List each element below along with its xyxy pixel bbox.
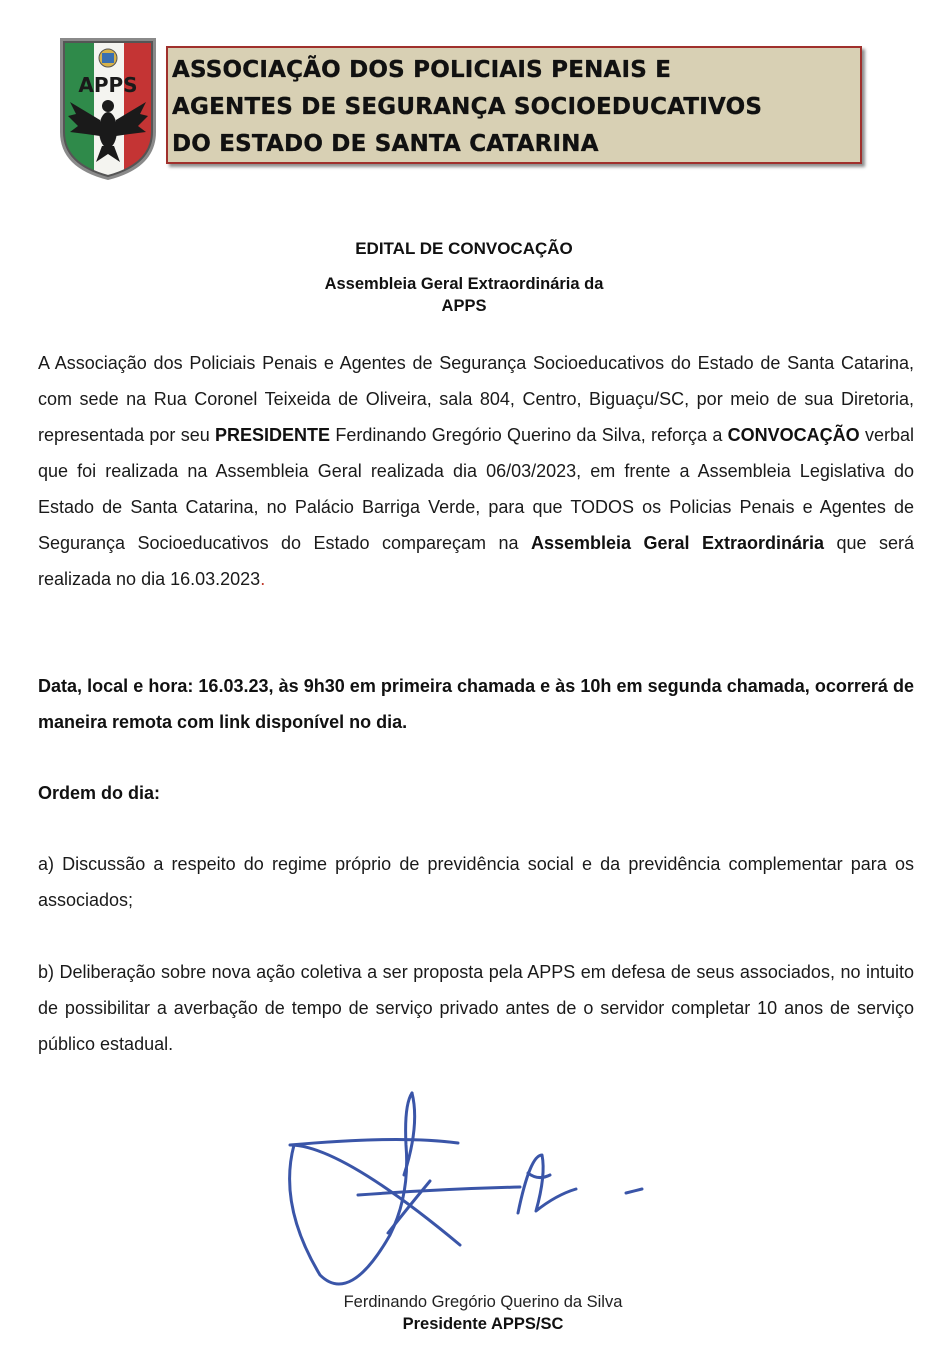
signer-role: Presidente APPS/SC <box>402 1315 564 1333</box>
convocation-keyword: CONVOCAÇÃO <box>727 425 860 445</box>
president-keyword: PRESIDENTE <box>215 425 331 445</box>
agenda-item-a: a) Discussão a respeito do regime próprio de previdência social e da previdência complementar para os associados; <box>38 854 914 910</box>
document-subtitle-line-2: APPS <box>441 297 487 315</box>
logo-text: APPS <box>78 73 138 97</box>
document-subtitle-line-1: Assembleia Geral Extraordinária da <box>324 275 604 293</box>
org-name-line-3: DO ESTADO DE SANTA CATARINA <box>172 131 599 157</box>
handwritten-signature <box>280 1085 660 1295</box>
apps-logo-icon <box>56 36 160 180</box>
intro-paragraph: A Associação dos Policiais Penais e Agentes de Segurança Socioeducativos do Estado de Santa Catarina, com sede na Rua Coronel Teixeida de Oliveira, sala 804, Centro, Biguaçu/SC, por meio de sua Diretoria, representada por seu PRESIDENTE Ferdinando Gregório Querino da Silva, reforça a CONVOCAÇÃO verbal que foi realizada na Assembleia Geral realizada dia 06/03/2023, em frente a Assembleia Legislativa do Estado de Santa Catarina, no Palácio Barriga Verde, para que TODOS os Policias Penais e Agentes de Segurança Socioeducativos do Estado compareçam na Assembleia Geral Extraordinária que será realizada no dia 16.03.2023. <box>38 353 914 589</box>
document-title: EDITAL DE CONVOCAÇÃO <box>355 239 573 258</box>
agenda-heading: Ordem do dia: <box>38 783 161 803</box>
date-location-time: Data, local e hora: 16.03.23, às 9h30 em primeira chamada e às 10h em segunda chamada, ocorrerá de maneira remota com link disponível no dia. <box>38 676 914 732</box>
agenda-item-b: b) Deliberação sobre nova ação coletiva a ser proposta pela APPS em defesa de seus associados, no intuito de possibilitar a averbação de tempo de serviço privado antes de o servidor completar 10 anos de serviço público estadual. <box>38 962 914 1054</box>
org-name-line-1: ASSOCIAÇÃO DOS POLICIAIS PENAIS E <box>172 57 672 83</box>
signer-name: Ferdinando Gregório Querino da Silva <box>343 1293 623 1311</box>
org-name-line-2: AGENTES DE SEGURANÇA SOCIOEDUCATIVOS <box>172 94 763 120</box>
header-title-box <box>166 46 862 164</box>
assembly-keyword: Assembleia Geral Extraordinária <box>530 533 825 553</box>
